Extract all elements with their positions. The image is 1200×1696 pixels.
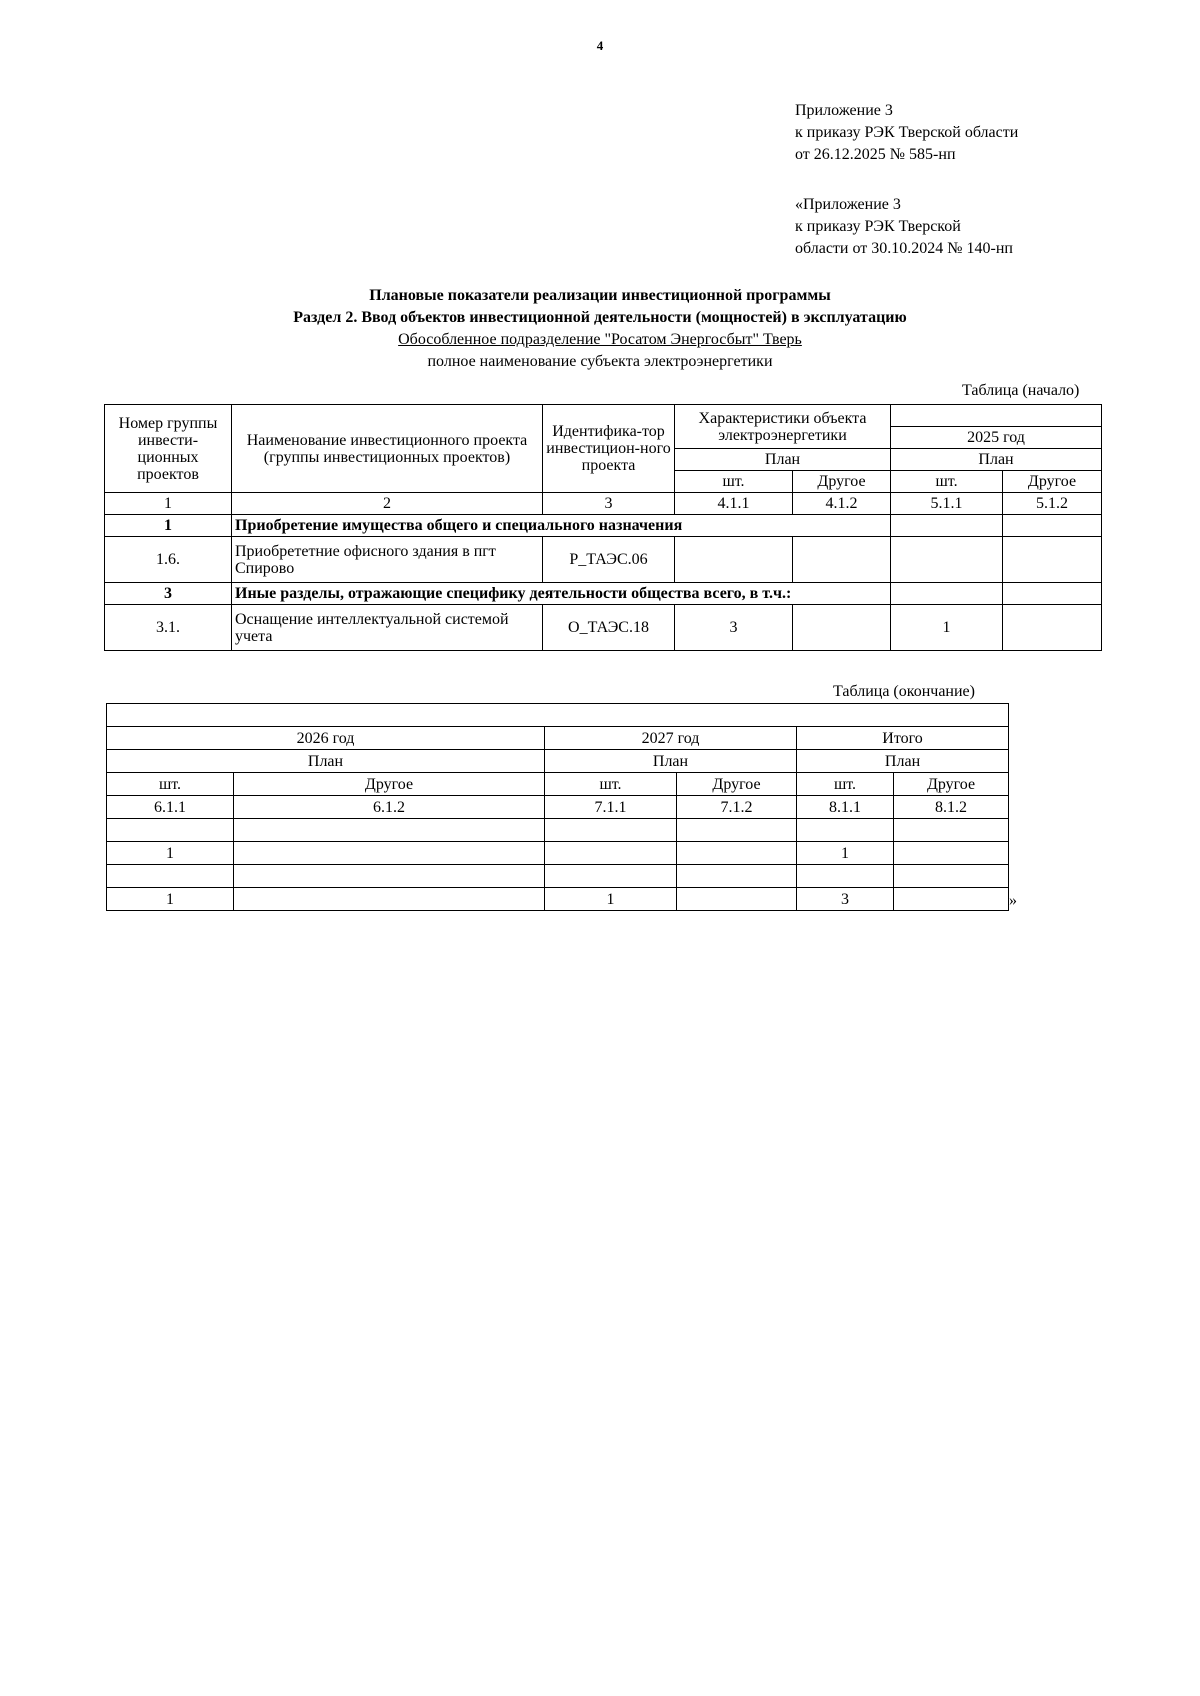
- table-cell: 1: [107, 842, 234, 865]
- table-cell: [1003, 583, 1102, 605]
- appendix-current-line: Приложение 3: [795, 102, 893, 119]
- heading-title: Плановые показатели реализации инвестиционной программы: [369, 287, 831, 304]
- table-cell: [234, 865, 545, 888]
- table1-caption: Таблица (начало): [962, 382, 1080, 399]
- header-pcs: шт.: [891, 471, 1003, 493]
- row-identifier: Р_ТАЭС.06: [543, 537, 675, 583]
- header-other: Другое: [894, 773, 1009, 796]
- table-end: [106, 703, 1009, 911]
- table-cell: 1: [107, 888, 234, 911]
- table-cell: [677, 842, 797, 865]
- header-pcs: шт.: [545, 773, 677, 796]
- section-number: 1: [105, 515, 232, 537]
- table-row-numbering: [107, 796, 1009, 819]
- table-cell: [891, 537, 1003, 583]
- appendix-previous-line: «Приложение 3: [795, 196, 901, 213]
- table-cell: [677, 888, 797, 911]
- table-row: [107, 865, 1009, 888]
- table-cell: 3: [797, 888, 894, 911]
- table-cell: 1: [797, 842, 894, 865]
- table-row-numbering: [105, 493, 1102, 515]
- header-group-number: Номер группы инвести-ционных проектов: [105, 405, 232, 493]
- appendix-current: [795, 100, 1018, 166]
- table-cell: [107, 819, 234, 842]
- table-row: [105, 537, 1102, 583]
- table-cell: [545, 865, 677, 888]
- header-year-2026: 2026 год: [107, 727, 545, 750]
- header-pcs: шт.: [675, 471, 793, 493]
- table-cell: [894, 888, 1009, 911]
- column-number: 2: [232, 493, 543, 515]
- header-characteristics: Характеристики объекта электроэнергетики: [675, 405, 891, 449]
- row-project-name: Оснащение интеллектуальной системой учета: [232, 605, 543, 651]
- section-title: Приобретение имущества общего и специального назначения: [232, 515, 891, 537]
- table-cell: [894, 819, 1009, 842]
- table-cell: [797, 865, 894, 888]
- table-cell: [894, 865, 1009, 888]
- table-cell: [675, 537, 793, 583]
- header-identifier: Идентифика-тор инвестицион-ного проекта: [543, 405, 675, 493]
- table-cell: [1003, 515, 1102, 537]
- column-number: 7.1.2: [677, 796, 797, 819]
- section-number: 3: [105, 583, 232, 605]
- table-cell: 3: [675, 605, 793, 651]
- header-plan: План: [545, 750, 797, 773]
- header-year-2027: 2027 год: [545, 727, 797, 750]
- header-plan: План: [107, 750, 545, 773]
- table-cell: [234, 819, 545, 842]
- table-cell: [234, 888, 545, 911]
- column-number: 4.1.1: [675, 493, 793, 515]
- column-number: 7.1.1: [545, 796, 677, 819]
- table-cell: 1: [891, 605, 1003, 651]
- column-number: 1: [105, 493, 232, 515]
- header-plan: План: [891, 449, 1102, 471]
- heading-section: Раздел 2. Ввод объектов инвестиционной деятельности (мощностей) в эксплуатацию: [293, 309, 907, 326]
- table-cell: [793, 605, 891, 651]
- appendix-current-line: от 26.12.2025 № 585-нп: [795, 146, 956, 163]
- table-cell: 1: [545, 888, 677, 911]
- header-pcs: шт.: [797, 773, 894, 796]
- table-row: [107, 819, 1009, 842]
- table-cell: [793, 537, 891, 583]
- column-number: 5.1.1: [891, 493, 1003, 515]
- table-row: [107, 888, 1009, 911]
- document-heading: [0, 285, 1200, 373]
- row-project-name: Приобрететние офисного здания в пгт Спирово: [232, 537, 543, 583]
- section-title: Иные разделы, отражающие специфику деятельности общества всего, в т.ч.:: [232, 583, 891, 605]
- page-number: 4: [596, 38, 604, 53]
- heading-entity: Обособленное подразделение "Росатом Энергосбыт" Тверь: [398, 331, 802, 348]
- table-cell: [545, 819, 677, 842]
- column-number: 8.1.2: [894, 796, 1009, 819]
- column-number: 6.1.2: [234, 796, 545, 819]
- table-cell: [1003, 537, 1102, 583]
- header-other: Другое: [677, 773, 797, 796]
- heading-entity-caption: полное наименование субъекта электроэнергетики: [427, 353, 773, 370]
- table-cell: [1003, 605, 1102, 651]
- table-start: [104, 404, 1102, 651]
- appendix-previous: [795, 194, 1013, 260]
- table-cell: [797, 819, 894, 842]
- table-cell: [894, 842, 1009, 865]
- column-number: 5.1.2: [1003, 493, 1102, 515]
- header-plan: План: [675, 449, 891, 471]
- header-other: Другое: [1003, 471, 1102, 493]
- table-row: [107, 842, 1009, 865]
- table-cell: [107, 865, 234, 888]
- closing-quote-mark: »: [1009, 892, 1017, 909]
- row-identifier: О_ТАЭС.18: [543, 605, 675, 651]
- header-plan: План: [797, 750, 1009, 773]
- table-row-section-1: [105, 515, 1102, 537]
- column-number: 4.1.2: [793, 493, 891, 515]
- header-other: Другое: [793, 471, 891, 493]
- table-cell: [677, 865, 797, 888]
- appendix-current-line: к приказу РЭК Тверской области: [795, 124, 1019, 141]
- appendix-previous-line: области от 30.10.2024 № 140-нп: [795, 240, 1013, 257]
- header-other: Другое: [234, 773, 545, 796]
- header-blank: [107, 704, 1009, 727]
- header-total: Итого: [797, 727, 1009, 750]
- table2-caption: Таблица (окончание): [833, 683, 975, 700]
- header-project-name: Наименование инвестиционного проекта (группы инвестиционных проектов): [232, 405, 543, 493]
- table-cell: [545, 842, 677, 865]
- table-cell: [234, 842, 545, 865]
- header-year-2025: 2025 год: [891, 427, 1102, 449]
- column-number: 3: [543, 493, 675, 515]
- table-cell: [891, 515, 1003, 537]
- table-cell: [891, 583, 1003, 605]
- header-pcs: шт.: [107, 773, 234, 796]
- table-row-section-3: [105, 583, 1102, 605]
- row-number: 1.6.: [105, 537, 232, 583]
- column-number: 6.1.1: [107, 796, 234, 819]
- column-number: 8.1.1: [797, 796, 894, 819]
- row-number: 3.1.: [105, 605, 232, 651]
- header-blank: [891, 405, 1102, 427]
- table-row: [105, 605, 1102, 651]
- appendix-previous-line: к приказу РЭК Тверской: [795, 218, 961, 235]
- table-cell: [677, 819, 797, 842]
